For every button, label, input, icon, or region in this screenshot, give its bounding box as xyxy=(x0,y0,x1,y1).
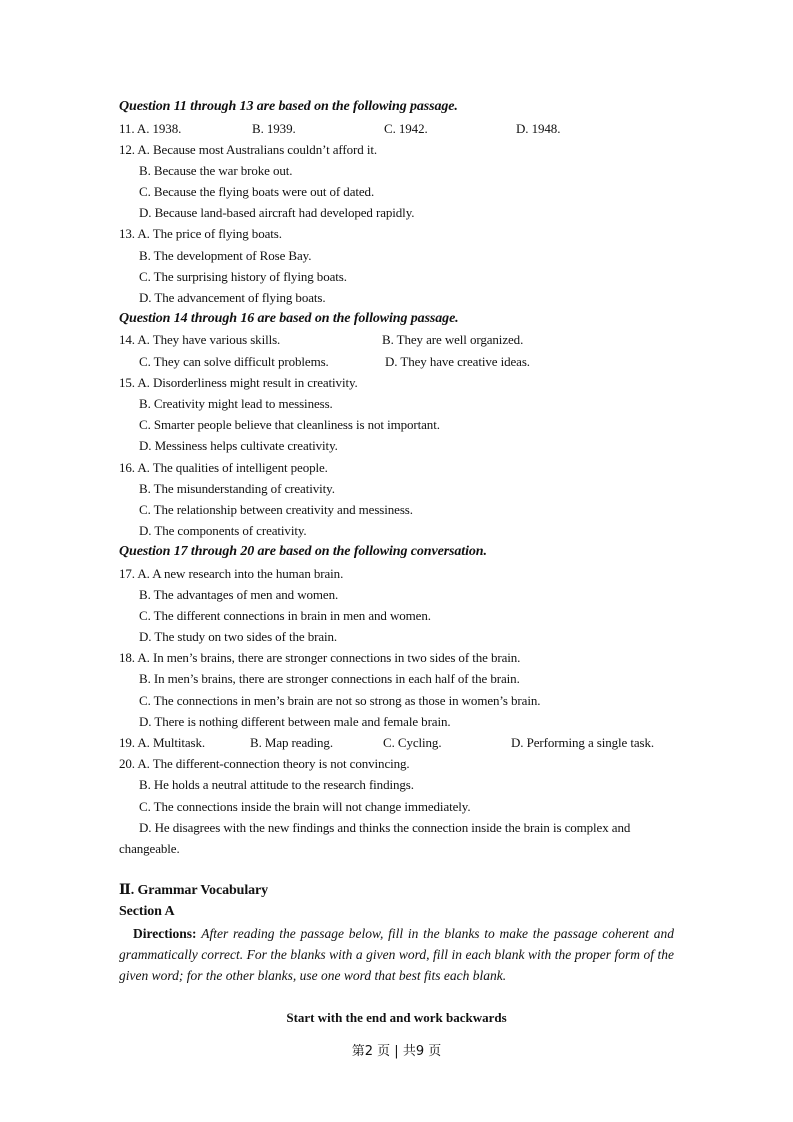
q17-option-c: C. The different connections in brain in men and women. xyxy=(139,608,431,623)
directions-paragraph xyxy=(119,923,674,986)
q19-option-c: C. Cycling. xyxy=(383,735,442,750)
q20-option-a: 20. A. The different-connection theory is not convincing. xyxy=(119,756,410,771)
q14-option-a: 14. A. They have various skills. xyxy=(119,332,281,347)
q15-option-c: C. Smarter people believe that cleanliness is not important. xyxy=(139,417,440,432)
q15-option-d: D. Messiness helps cultivate creativity. xyxy=(139,438,338,453)
q11-option-c: C. 1942. xyxy=(384,121,428,136)
q19-option-b: B. Map reading. xyxy=(250,735,333,750)
part-heading: Ⅱ. Grammar Vocabulary xyxy=(119,883,269,898)
q20-option-d: D. He disagrees with the new findings and thinks the connection inside the brain is complex and xyxy=(139,820,631,835)
section-heading-q14-16: Question 14 through 16 are based on the following passage. xyxy=(119,311,459,326)
q13-option-c: C. The surprising history of flying boats. xyxy=(139,269,347,284)
q13-option-b: B. The development of Rose Bay. xyxy=(139,248,312,263)
directions-label: Directions: xyxy=(133,926,197,941)
q17-option-b: B. The advantages of men and women. xyxy=(139,587,339,602)
q14-option-c: C. They can solve difficult problems. xyxy=(139,354,329,369)
q16-option-c: C. The relationship between creativity and messiness. xyxy=(139,502,413,517)
q13-option-d: D. The advancement of flying boats. xyxy=(139,290,326,305)
page-footer: 第2 页 | 共9 页 xyxy=(351,1044,442,1059)
q20-option-d-continued: changeable. xyxy=(119,841,180,856)
q15-option-a: 15. A. Disorderliness might result in creativity. xyxy=(119,375,358,390)
q18-option-b: B. In men’s brains, there are stronger connections in each half of the brain. xyxy=(139,671,520,686)
q16-option-b: B. The misunderstanding of creativity. xyxy=(139,481,335,496)
q18-option-d: D. There is nothing different between male and female brain. xyxy=(139,714,451,729)
q20-option-b: B. He holds a neutral attitude to the research findings. xyxy=(139,777,414,792)
directions-text: After reading the passage below, fill in the blanks to make the passage coherent and grammatically correct. For the blanks with a given word, fill in each blank with the proper form of the given word; for the other blanks, use one word that best fits each blank. xyxy=(119,926,674,983)
q14-option-b: B. They are well organized. xyxy=(382,332,524,347)
q12-option-d: D. Because land-based aircraft had developed rapidly. xyxy=(139,205,415,220)
q18-option-c: C. The connections in men’s brain are not so strong as those in women’s brain. xyxy=(139,693,541,708)
passage-title: Start with the end and work backwards xyxy=(286,1010,507,1025)
q19-option-d: D. Performing a single task. xyxy=(511,735,655,750)
section-heading-q11-13: Question 11 through 13 are based on the following passage. xyxy=(119,99,458,114)
q16-option-d: D. The components of creativity. xyxy=(139,523,307,538)
q12-option-a: 12. A. Because most Australians couldn’t afford it. xyxy=(119,142,377,157)
section-heading: Section A xyxy=(119,904,175,919)
q16-option-a: 16. A. The qualities of intelligent people. xyxy=(119,460,328,475)
q17-option-d: D. The study on two sides of the brain. xyxy=(139,629,338,644)
q12-option-c: C. Because the flying boats were out of dated. xyxy=(139,184,375,199)
q11-option-a: 11. A. 1938. xyxy=(119,121,182,136)
q17-option-a: 17. A. A new research into the human brain. xyxy=(119,566,344,581)
q18-option-a: 18. A. In men’s brains, there are stronger connections in two sides of the brain. xyxy=(119,650,521,665)
q13-option-a: 13. A. The price of flying boats. xyxy=(119,226,282,241)
q20-option-c: C. The connections inside the brain will not change immediately. xyxy=(139,799,471,814)
q12-option-b: B. Because the war broke out. xyxy=(139,163,293,178)
q11-option-d: D. 1948. xyxy=(516,121,561,136)
q15-option-b: B. Creativity might lead to messiness. xyxy=(139,396,333,411)
q11-option-b: B. 1939. xyxy=(252,121,296,136)
q14-option-d: D. They have creative ideas. xyxy=(385,354,530,369)
q19-option-a: 19. A. Multitask. xyxy=(119,735,206,750)
section-heading-q17-20: Question 17 through 20 are based on the following conversation. xyxy=(119,544,487,559)
